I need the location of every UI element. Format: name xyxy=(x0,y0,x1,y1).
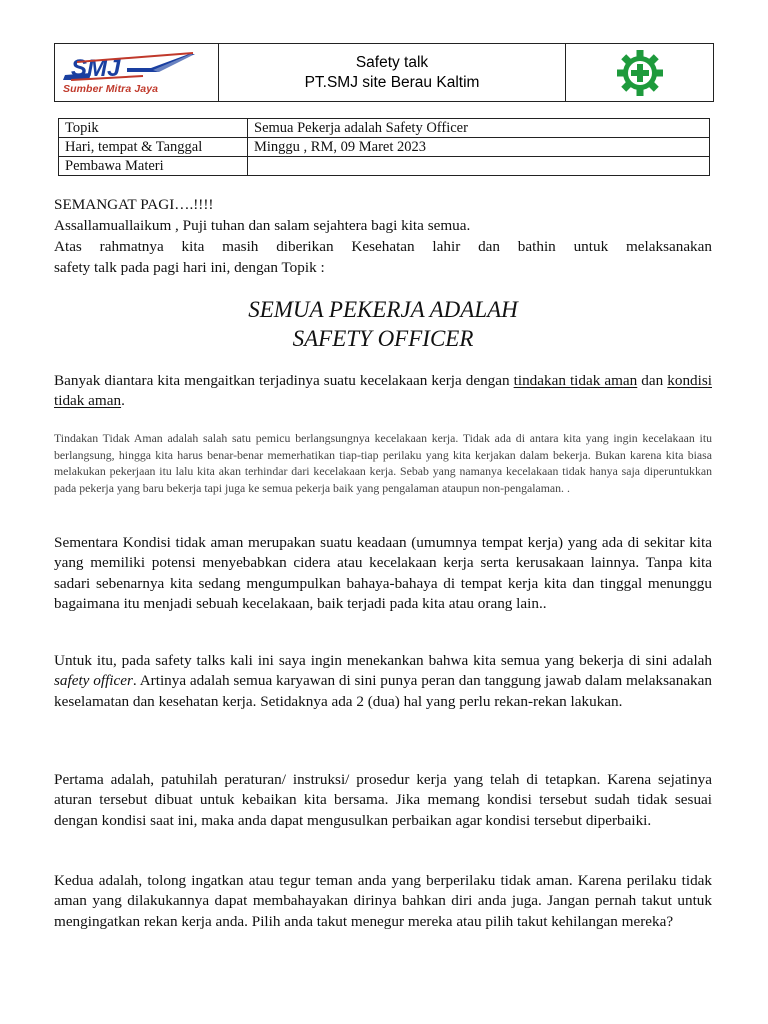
intro-end: . xyxy=(121,392,125,410)
document-header xyxy=(54,43,714,102)
greeting-line3: Atas rahmatnya kita masih diberikan Kesehatan lahir dan bathin untuk melaksanakan xyxy=(54,238,712,255)
untuk-after: . Artinya adalah semua karyawan di sini punya peran dan tanggung jawab dalam melaksanakan keselamatan dan kesehatan kerja. Setidaknya ada 2 (dua) hal yang perlu rekan-rekan lakukan. xyxy=(54,672,712,710)
unsafe-action-paragraph: Tindakan Tidak Aman adalah salah satu pemicu berlangsungnya kecelakaan kerja. Tidak ada di antara kita yang ingin kecelakaan itu berlangsung, hingga kita harus benar-benar memerhatikan tiap-tiap perilaku yang kita kerjakan dalam bekerja. Bukan karena kita biasa melakukan pekerjaan itu lalu kita akan terhindar dari kecelakaan kerja. Sebab yang namanya kecelakaan tidak hanya saja diperuntukkan pada pekerja yang baru bekerja tapi juga ke semua pekerja baik yang pengalaman ataupun non-pengalaman. . xyxy=(54,431,712,495)
greeting-line4: safety talk pada pagi hari ini, dengan Topik : xyxy=(54,259,325,276)
row-presenter-key: Pembawa Materi xyxy=(59,157,248,176)
untuk-before: Untuk itu, pada safety talks kali ini saya ingin menekankan bahwa kita semua yang bekerja di sini adalah xyxy=(54,652,712,669)
safety-officer-term: safety officer xyxy=(54,672,133,690)
main-title-line1: SEMUA PEKERJA ADALAH xyxy=(248,297,518,322)
first-point-paragraph: Pertama adalah, patuhilah peraturan/ instruksi/ prosedur kerja yang telah di tetapkan. Karena sejatinya aturan tersebut dibuat untuk kebaikan kita bersama. Jika memang kondisi tersebut sudah tidak sesuai dengan kondisi saat ini, maka anda dapat mengusulkan perbaikan agar kondisi tersebut diperbaiki. xyxy=(54,771,712,829)
row-date-key: Hari, tempat & Tanggal xyxy=(59,138,248,157)
unsafe-action-term: tindakan tidak aman xyxy=(513,372,638,389)
header-title-line2: PT.SMJ site Berau Kaltim xyxy=(304,73,480,91)
logo-text: SMJ xyxy=(71,55,121,82)
unsafe-condition-paragraph: Sementara Kondisi tidak aman merupakan suatu keadaan (umumnya tempat kerja) yang ada di sekitar kita yang memiliki potensi menyebabkan cidera atau kecelakaan kerja serta kerusakaan lainnya. Tanpa kita sadari sebenarnya kita sedang mengumpulkan bahaya-bahaya di tempat kerja kita dan tinggal menunggu bagaimana itu menjadi sebuah kecelakaan, baik terjadi pada kita atau orang lain.. xyxy=(54,534,712,612)
logo-caption: Sumber Mitra Jaya xyxy=(63,83,159,95)
row-presenter-value xyxy=(248,157,710,176)
intro-paragraph xyxy=(54,371,712,412)
smj-logo xyxy=(63,50,203,84)
greeting-line1: SEMANGAT PAGI….!!!! xyxy=(54,196,214,213)
main-title-line2: SAFETY OFFICER xyxy=(292,326,474,351)
row-topik-key: Topik xyxy=(59,119,248,138)
k3-safety-cross-icon xyxy=(616,49,664,97)
header-title-line1: Safety talk xyxy=(355,53,429,71)
k3-logo-cell xyxy=(566,44,713,101)
intro-mid: dan xyxy=(637,372,668,389)
table-row xyxy=(59,138,710,157)
row-date-value: Minggu , RM, 09 Maret 2023 xyxy=(248,138,710,157)
unsafe-condition-term: kondisi tidak aman xyxy=(54,372,712,410)
greeting-line2: Assallamuallaikum , Puji tuhan dan salam sejahtera bagi kita semua. xyxy=(54,217,471,234)
intro-text: Banyak diantara kita mengaitkan terjadinya suatu kecelakaan kerja dengan xyxy=(54,372,514,389)
second-point-paragraph: Kedua adalah, tolong ingatkan atau tegur teman anda yang berperilaku tidak aman. Karena perilaku tidak aman yang dilakukannya dapat membahayakan dirinya bahkan diri anda juga. Jangan pernah takut untuk mengingatkan rekan kerja anda. Pilih anda takut menegur mereka atau pilih takut kehilangan mereka? xyxy=(54,872,712,930)
table-row xyxy=(59,119,710,138)
header-title xyxy=(219,44,566,101)
row-topik-value: Semua Pekerja adalah Safety Officer xyxy=(248,119,710,138)
table-row xyxy=(59,157,710,176)
safety-officer-paragraph xyxy=(54,651,712,712)
info-table xyxy=(58,118,710,176)
company-logo-cell xyxy=(55,44,219,101)
